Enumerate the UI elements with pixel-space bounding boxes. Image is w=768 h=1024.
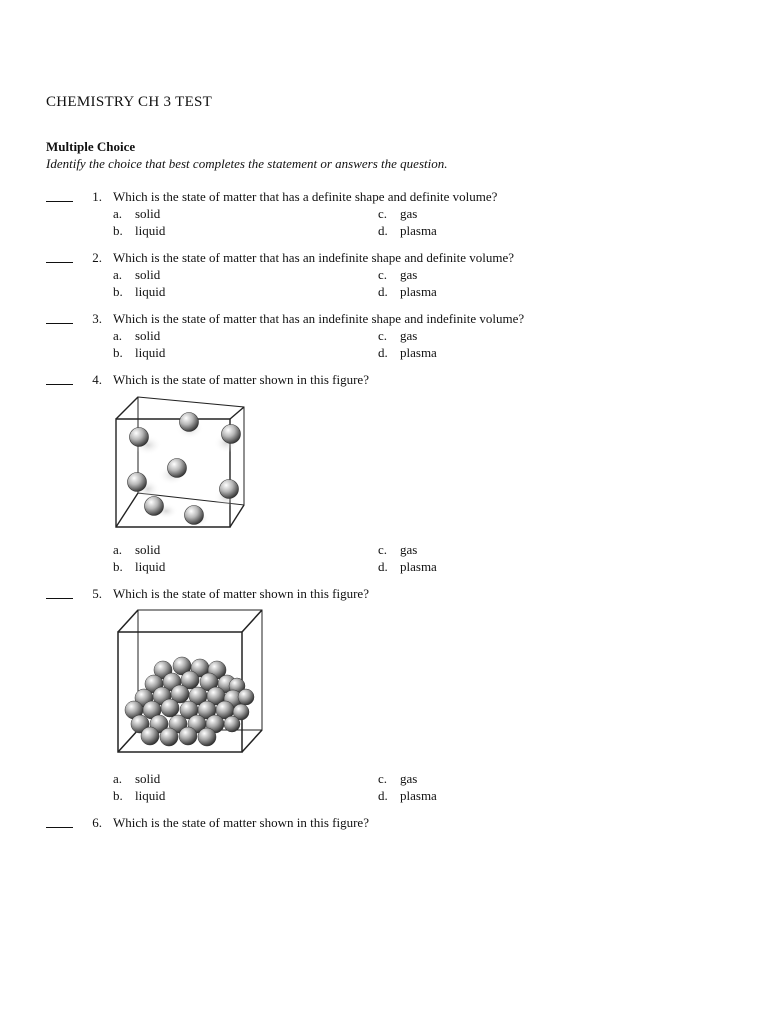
question-number: 2. [92, 250, 102, 265]
question-number: 1. [92, 189, 102, 204]
question-number: 4. [92, 372, 102, 387]
answer-blank[interactable] [46, 262, 73, 263]
question-number: 3. [92, 311, 102, 326]
gas-particles-figure [108, 393, 253, 533]
question-number: 6. [92, 815, 102, 830]
question-number: 5. [92, 586, 102, 601]
liquid-particles [125, 657, 254, 746]
test-title: CHEMISTRY CH 3 TEST [46, 94, 213, 110]
question-text: Which is the state of matter shown in this figure? [113, 815, 369, 830]
question-text: Which is the state of matter that has a definite shape and definite volume? [113, 189, 498, 204]
answer-blank[interactable] [46, 323, 73, 324]
answer-blank[interactable] [46, 384, 73, 385]
answer-blank[interactable] [46, 598, 73, 599]
question-text: Which is the state of matter that has an indefinite shape and definite volume? [113, 250, 515, 265]
liquid-particles-figure [112, 606, 267, 758]
section-title: Multiple Choice [46, 139, 136, 154]
question-text: Which is the state of matter that has an indefinite shape and indefinite volume? [113, 311, 525, 326]
instructions: Identify the choice that best completes the statement or answers the question. [46, 156, 448, 171]
answer-blank[interactable] [46, 827, 73, 828]
question-text: Which is the state of matter shown in this figure? [113, 372, 369, 387]
answer-blank[interactable] [46, 201, 73, 202]
question-text: Which is the state of matter shown in this figure? [113, 586, 369, 601]
gas-particles [128, 413, 241, 525]
